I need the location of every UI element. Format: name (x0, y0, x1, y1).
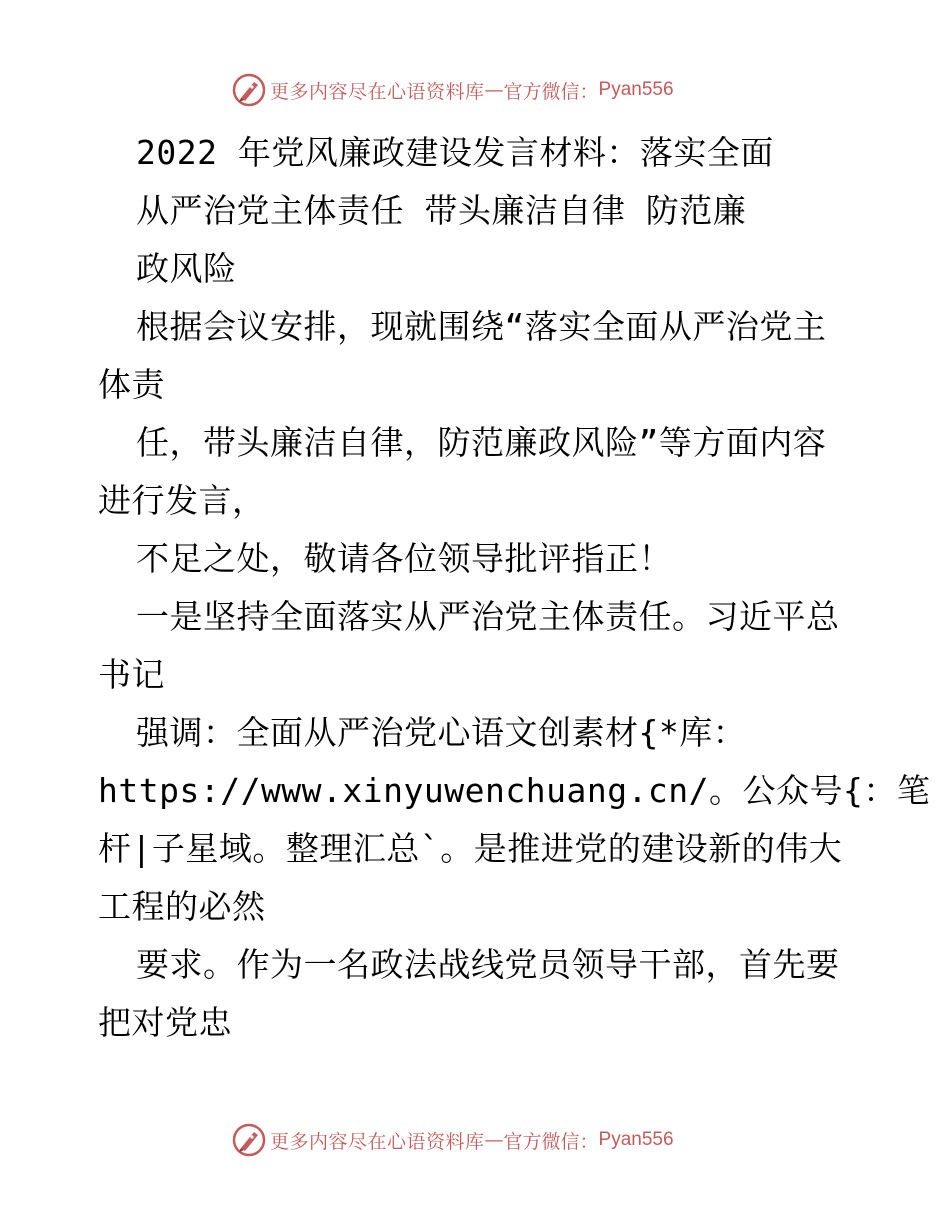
text-line: 根据会议安排，现就围绕“落实全面从严治党主 (136, 307, 827, 346)
text-line: 2022 年党风廉政建设发言材料：落实全面 (136, 133, 774, 172)
footer-wechat-label: 官方微信： (503, 1130, 599, 1153)
text-line: 任，带头廉洁自律，防范廉政风险”等方面内容 (136, 423, 827, 462)
text-line: 政风险 (136, 249, 237, 288)
text-line: 工程的必然 (98, 887, 266, 926)
header-wechat-label: 官方微信： (503, 80, 599, 103)
footer-site-text: 更多内容尽在心语资料库 (270, 1130, 485, 1153)
text-line: 杆|子星域。整理汇总`。是推进党的建设新的伟大 (98, 829, 843, 868)
pen-nib-icon (232, 1123, 266, 1157)
text-line: 一是坚持全面落实从严治党主体责任。习近平总 (136, 597, 840, 636)
footer-separator: — (484, 1129, 504, 1151)
text-line: 书记 (98, 655, 165, 694)
document-body (98, 124, 931, 1052)
text-line: https://www.xinyuwenchuang.cn/。公众号{：笔 (98, 771, 931, 810)
header-separator: — (484, 79, 504, 101)
text-line: 不足之处，敬请各位领导批评指正！ (136, 539, 672, 578)
text-line: 把对党忠 (98, 1003, 232, 1042)
text-line: 强调：全面从严治党心语文创素材{*库： (136, 713, 747, 752)
text-line: 从严治党主体责任 带头廉洁自律 防范廉 (136, 191, 747, 230)
text-line: 进行发言， (98, 481, 266, 520)
text-line: 要求。作为一名政法战线党员领导干部，首先要 (136, 945, 840, 984)
header-wechat-id: Pyan556 (598, 79, 674, 100)
text-line: 体责 (98, 365, 165, 404)
header-banner (232, 72, 674, 108)
footer-wechat-id: Pyan556 (598, 1129, 674, 1150)
pen-nib-icon (232, 73, 266, 107)
footer-banner (232, 1122, 674, 1158)
header-site-text: 更多内容尽在心语资料库 (270, 80, 485, 103)
